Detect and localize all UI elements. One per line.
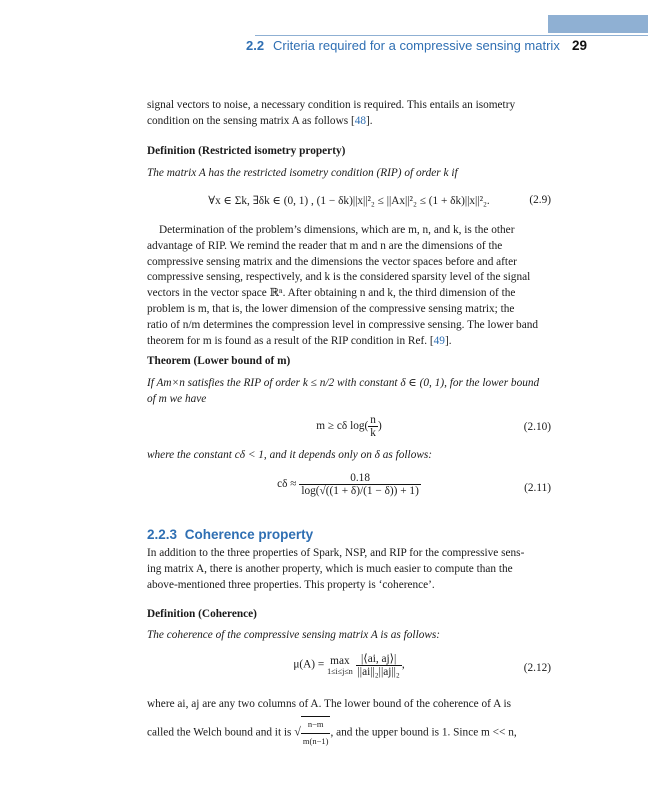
equation-number: (2.11) <box>524 482 551 494</box>
welch-paragraph <box>147 697 551 749</box>
equation-body <box>147 472 551 497</box>
text-span: , and the upper bound is 1. Since m << n, <box>330 726 517 739</box>
header-rule <box>255 35 648 36</box>
text-line: problem is m, that is, the lower dimension of the compressive sensing matrix; the <box>147 302 515 315</box>
text-span: ]. <box>366 114 373 127</box>
equation-number: (2.10) <box>523 421 551 433</box>
equation-lhs: μ(A) = <box>293 658 325 671</box>
text-line: compressive sensing, respectively, and k is the considered sparsity level of the signal <box>147 271 531 284</box>
header-color-bar <box>548 15 648 33</box>
equation-rhs: ) <box>377 420 382 433</box>
intro-paragraph <box>147 98 551 130</box>
numerator: n−m <box>301 717 331 734</box>
text-line: ratio of n/m determines the compression level in compressive sensing. The lower band <box>147 318 539 331</box>
denominator: k <box>370 427 376 439</box>
text-line: compressive sensing matrix and the dimensions the vector spaces before and after <box>147 255 517 268</box>
text-line: ing matrix A, there is another property, which is much easier to compute than the <box>147 562 513 575</box>
equation-2-12 <box>147 652 551 688</box>
citation-link[interactable]: 48 <box>354 114 367 127</box>
max-range: 1≤i≤j≤n <box>327 666 353 676</box>
definition-text: The coherence of the compressive sensing matrix A is as follows: <box>147 629 441 641</box>
equation-lhs: cδ ≈ <box>277 478 297 491</box>
denominator: ||ai||₂||aj||₂ <box>357 666 400 678</box>
numerator: n <box>370 414 376 426</box>
page-number: 29 <box>572 38 588 53</box>
max-operator <box>327 655 353 676</box>
max-label: max <box>330 654 350 667</box>
equation-body <box>147 414 551 439</box>
numerator: 0.18 <box>299 472 421 485</box>
fraction <box>301 716 331 750</box>
fraction <box>368 414 378 439</box>
subsection-number: 2.2.3 <box>147 527 178 542</box>
equation-2-9 <box>147 194 551 214</box>
denominator: log(√((1 + δ)/(1 − δ)) + 1) <box>301 485 419 497</box>
constant-text: where the constant cδ < 1, and it depends only on δ as follows: <box>147 449 433 461</box>
text-line: Determination of the problem’s dimensions, which are m, n, and k, is the other <box>159 224 515 236</box>
subsection-heading <box>147 527 313 542</box>
equation-2-10 <box>147 414 551 442</box>
equation-number: (2.12) <box>523 662 551 674</box>
text-line: advantage of RIP. We remind the reader that m and n are the dimensions of the <box>147 239 503 252</box>
citation-link[interactable]: 49 <box>433 334 445 347</box>
text-line: above-mentioned three properties. This property is ‘coherence’. <box>147 578 435 591</box>
denominator: m(n−1) <box>302 735 329 746</box>
numerator: |⟨ai, aj⟩| <box>356 652 402 666</box>
rip-paragraph <box>147 223 551 349</box>
sqrt-symbol: √ <box>294 724 301 739</box>
subsection-title: Coherence property <box>184 527 314 542</box>
section-title: Criteria required for a compressive sensing matrix <box>273 38 560 53</box>
text-line <box>147 114 551 130</box>
definition-text: The matrix A has the restricted isometry condition (RIP) of order k if <box>147 167 458 179</box>
text-line: If Am×n satisfies the RIP of order k ≤ n/2 with constant δ ∈ (0, 1), for the lower bound <box>147 377 540 389</box>
text-line: where ai, aj are any two columns of A. The lower bound of the coherence of A is <box>147 698 512 710</box>
text-span: condition on the sensing matrix A as follows [ <box>147 114 355 127</box>
definition-heading: Definition (Restricted isometry property) <box>147 145 346 157</box>
text-span: called the Welch bound and it is <box>147 726 292 739</box>
section-number: 2.2 <box>246 38 265 53</box>
text-line: vectors in the vector space ℝⁿ. After obtaining n and k, the third dimension of the <box>147 287 516 300</box>
equation-2-11 <box>147 472 551 508</box>
theorem-heading: Theorem (Lower bound of m) <box>147 355 291 367</box>
fraction <box>356 652 402 678</box>
definition-heading: Definition (Coherence) <box>147 608 257 620</box>
equation-lhs: m ≥ cδ log( <box>316 420 369 433</box>
equation-tail: , <box>401 658 405 671</box>
text-line <box>147 334 551 350</box>
text-span: theorem for m is found as a result of the RIP condition in Ref. [ <box>147 334 434 347</box>
equation-number: (2.9) <box>529 194 551 206</box>
text-line <box>147 716 551 750</box>
equation-body: ∀x ∈ Σk, ∃δk ∈ (0, 1) , (1 − δk)||x||²₂ ≤ ||Ax||²₂ ≤ (1 + δk)||x||²₂. <box>208 195 490 207</box>
text-line: signal vectors to noise, a necessary condition is required. This entails an isometry <box>147 99 516 111</box>
text-line: In addition to the three properties of Spark, NSP, and RIP for the compressive sens- <box>147 547 525 559</box>
equation-body <box>147 652 551 678</box>
fraction <box>299 472 421 497</box>
text-span: ]. <box>444 334 452 347</box>
text-line: of m we have <box>147 392 207 405</box>
coherence-paragraph <box>147 546 551 593</box>
theorem-text <box>147 376 551 408</box>
running-header <box>0 38 600 58</box>
